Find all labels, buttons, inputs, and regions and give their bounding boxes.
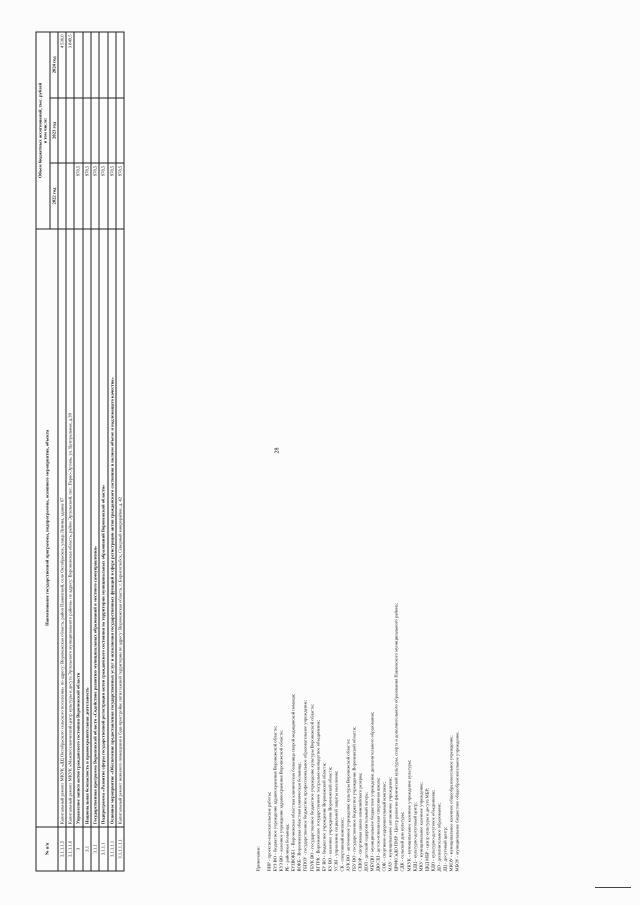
note-item: ЦКД МБР - центр культуры и досуга МБР; [423, 787, 429, 871]
row-value-2022: 978,5 [107, 163, 115, 229]
row-value-2022: 978,5 [115, 163, 123, 229]
note-item: СШОР - спортивная школа олимпийского резерва; [357, 772, 362, 871]
notes-title: Примечание: [255, 845, 260, 871]
table-body [57, 32, 123, 871]
row-number: 3.1.1.1.1 [107, 826, 115, 870]
col-header-2024: 2024 год [49, 32, 57, 98]
row-value-2024 [74, 32, 82, 98]
row-value-2023 [57, 97, 65, 163]
note-item: СОК - спортивно-оздоровительный комплекс; [381, 780, 387, 871]
note-item: БУЗ ВО - бюджетное учреждение здравоохранения Воронежской области; [272, 725, 278, 871]
note-item: ГБУК ВО - государственное бюджетное учреждение культуры Воронежской области; [308, 703, 314, 871]
row-value-2023 [90, 97, 98, 163]
note-item: ДО - дополнительное образование; [435, 802, 441, 871]
table-row [66, 32, 74, 871]
note-item: СК - спортивный комплекс; [338, 816, 344, 871]
row-value-2022: 978,5 [99, 163, 107, 229]
note-item: ДЦ - досуговый центр; [441, 826, 447, 871]
col-header-name: Наименование государственной программы, подпрограммы, основного мероприятия, объекта [36, 228, 58, 826]
note-item: ВГТРК - Воронежское государственное театрально-концертное объединение; [314, 719, 320, 871]
note-item: ПИР - проектно-изыскательские работы; [266, 791, 272, 871]
table-row [107, 32, 115, 871]
row-value-2023 [82, 97, 90, 163]
row-value-2023 [107, 97, 115, 163]
row-value-2023 [99, 97, 107, 163]
table-row [99, 32, 107, 871]
note-item: БУ ВО - бюджетное учреждение Воронежской области; [320, 762, 326, 871]
row-name: Основное мероприятие «Обеспечение предоставления государственных услуг и исполнения государственных функций в сфере регистрации актов гражданского состояния в полном объеме и надлежащего качества» [107, 228, 115, 826]
row-value-2023 [115, 97, 123, 163]
page-number: 28 [274, 447, 280, 453]
note-item: РБ - районная больница; [284, 823, 290, 871]
note-item: УСЗН - управление социальной защиты населения; [332, 770, 338, 871]
row-value-2022: 978,5 [90, 163, 98, 229]
row-name: Национальная безопасность и правоохранительная деятельность [82, 228, 90, 826]
note-item: ДОЛ - детский оздоровительный лагерь; [363, 791, 369, 871]
note-item: КУЗ ВО - казенное учреждение здравоохранения Воронежской области; [278, 729, 284, 871]
note-item: МБУДО - муниципальное бюджетное учреждение дополнительного образования; [369, 711, 375, 871]
note-item: ЦРФКСиДО ПМР - Центр развития физической культуры, спорта и дополнительного образования Павловского муниципального района; [393, 602, 399, 871]
row-name: Капитальный ремонт МКУК «Межпоселенческий центр культуры и досуга Эртильского муниципального района» по адресу: Воронежская область, район Эртильский, пос. Перво-Эртиль, ул. Центральная, д.39 [66, 228, 74, 826]
note-item: МКУК - муниципальное казенное учреждение культуры; [405, 759, 411, 871]
note-item: БУЗВОКБ1 - Воронежская областная клиническая больница скорой медицинской помощи; [290, 693, 296, 871]
row-value-2024 [90, 32, 98, 98]
note-item: ГБУ ВО - государственное бюджетное учреждение Воронежской области; [350, 725, 356, 871]
row-value-2023 [66, 97, 74, 163]
col-header-num: № п/п [36, 826, 58, 870]
row-number: 3 [74, 826, 82, 870]
row-name: Управление записи актов гражданского состояния Воронежской области [74, 228, 82, 826]
row-value-2022: 978,5 [74, 163, 82, 229]
row-name: Государственная программа Воронежской области «Содействие развитию муниципальных образований и местного самоуправления» [90, 228, 98, 826]
row-value-2024 [115, 32, 123, 98]
note-item: АУК ВО - автономное учреждение культуры Воронежской области; [344, 738, 350, 871]
col-header-2022: 2022 год [49, 163, 57, 229]
table-row [57, 32, 65, 871]
notes-list [266, 51, 460, 871]
row-value-2024: 4 530,0 [57, 32, 65, 98]
budget-table [35, 31, 124, 871]
note-item: МКОУ - муниципальное казенное общеобразовательное учреждение; [447, 734, 453, 871]
table-header-row [36, 32, 50, 871]
note-item: КУ ВО - казенное учреждение Воронежской области; [326, 766, 332, 871]
col-header-2023: 2023 год [49, 97, 57, 163]
table-row [82, 32, 90, 871]
row-number: 3.1.1.1 [99, 826, 107, 870]
row-name: Капитальный ремонт МКУК «ДЦ Октябрьского сельского поселения» по адресу: Воронежская область, район Панинский, село Октябрьское, улица Ленина, здание 67 [57, 228, 65, 826]
row-number: 2.1.1.1.6 [66, 826, 74, 870]
row-name: Подпрограмма «Развитие сферы государственной регистрации актов гражданского состояния на территории муниципальных образований Воронежской области» [99, 228, 107, 826]
note-item: МКУ - муниципальное казенное учреждение; [417, 781, 423, 871]
note-item: СДК - сельский дом культуры; [399, 811, 405, 871]
note-item: ГБПОУ - государственное бюджетное профессиональное образовательное учреждение; [302, 699, 308, 871]
note-item: МАУ - муниципальное автономное учреждение; [387, 776, 393, 871]
row-value-2023 [74, 97, 82, 163]
row-number: 2.1.1.1.5 [57, 826, 65, 870]
table-row [90, 32, 98, 871]
row-value-2024: 3 849,5 [66, 32, 74, 98]
row-number: 3.1 [82, 826, 90, 870]
row-number: 3.1.1 [90, 826, 98, 870]
note-item: МБОУ - муниципальное бюджетное общеобразовательное учреждение. [454, 730, 459, 871]
col-header-volume [36, 32, 50, 229]
volume-incl: в том числе: [42, 117, 48, 143]
note-item: КДЦ - культурно-досуговый центр; [411, 801, 417, 871]
row-value-2024 [99, 32, 107, 98]
note-item: ВОКБ - Воронежская областная клиническая больница; [296, 761, 302, 871]
note-item: ДЮСШ - детско-юношеская спортивная школа; [375, 777, 381, 871]
table-row [74, 32, 82, 871]
table-row [115, 32, 123, 871]
note-item: КДО - культурно-досуговое объединение; [429, 789, 435, 871]
volume-title: Объем бюджетных ассигнований, тыс. рублей [37, 82, 42, 178]
notes-block [255, 51, 460, 871]
row-number: 3.1.1.1.1.1 [115, 826, 123, 870]
row-name: Капитальный ремонт нежилого помещения в баш-пристройке пятиэтажной территории по адресу: Воронежская область, г. Борисоглебск, Северный микрорайон, д. 42 [115, 228, 123, 826]
scan-artifact-line [595, 887, 631, 890]
row-value-2024 [82, 32, 90, 98]
row-value-2022: 978,5 [82, 163, 90, 229]
row-value-2024 [107, 32, 115, 98]
row-value-2022 [66, 163, 74, 229]
row-value-2022 [57, 163, 65, 229]
